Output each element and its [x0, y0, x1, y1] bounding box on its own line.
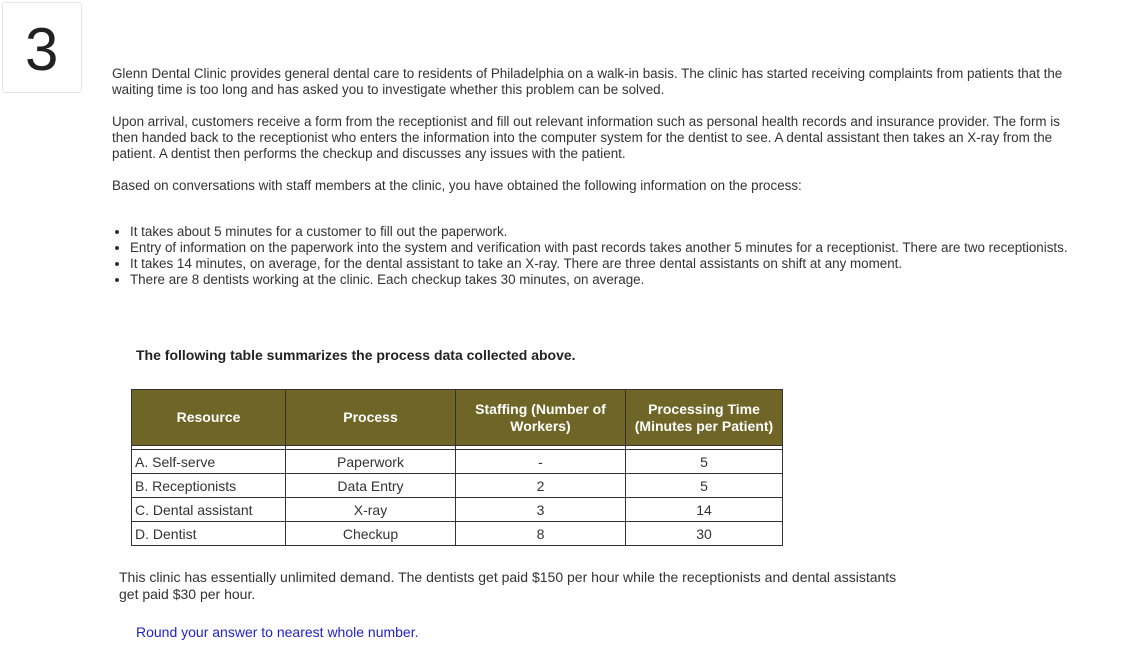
question-number-box: [2, 2, 82, 93]
intro-paragraph: Glenn Dental Clinic provides general dental care to residents of Philadelphia on a walk-in basis. The clinic has started receiving complaints from patients that the waiting time is too long and has asked you to investigate whether this problem can be solved.: [112, 66, 1063, 97]
cell-time: 5: [626, 450, 783, 474]
process-info-list: [112, 224, 1072, 288]
table-row: [132, 474, 783, 498]
list-item: • Entry of information on the paperwork into the system and verification with past records takes another 5 minutes for a receptionist. There are two receptionists.: [130, 240, 1072, 256]
header-staffing: Staffing (Number of Workers): [456, 390, 626, 446]
header-resource: Resource: [132, 390, 286, 446]
question-number: 3: [25, 16, 59, 83]
header-processing-time: Processing Time (Minutes per Patient): [626, 390, 783, 446]
list-item: • There are 8 dentists working at the clinic. Each checkup takes 30 minutes, on average.: [130, 272, 1072, 288]
arrival-paragraph: Upon arrival, customers receive a form from the receptionist and fill out relevant information such as personal health records and insurance provider. The form is then handed back to the receptionist who enters the information into the computer system for the dentist to see. A dental assistant then takes an X-ray from the patient. A dentist then performs the checkup and discusses any issues with the patient.: [112, 114, 1060, 161]
cell-resource: A. Self-serve: [132, 450, 286, 474]
cell-staffing: 2: [456, 474, 626, 498]
table-title: The following table summarizes the process data collected above.: [136, 347, 576, 363]
cell-process: X-ray: [286, 498, 456, 522]
table-row: [132, 522, 783, 546]
cell-resource: C. Dental assistant: [132, 498, 286, 522]
cell-time: 5: [626, 474, 783, 498]
closing-paragraph: This clinic has essentially unlimited demand. The dentists get paid $150 per hour while the receptionists and dental assistants get paid $30 per hour.: [119, 569, 897, 602]
list-item: • It takes about 5 minutes for a customer to fill out the paperwork.: [130, 224, 1072, 240]
cell-staffing: -: [456, 450, 626, 474]
based-on-paragraph: Based on conversations with staff members at the clinic, you have obtained the following information on the process:: [112, 178, 802, 193]
table-row: [132, 450, 783, 474]
list-item: • It takes 14 minutes, on average, for the dental assistant to take an X-ray. There are three dental assistants on shift at any moment.: [130, 256, 1072, 272]
cell-staffing: 3: [456, 498, 626, 522]
cell-process: Checkup: [286, 522, 456, 546]
cell-process: Data Entry: [286, 474, 456, 498]
cell-time: 30: [626, 522, 783, 546]
table-row: [132, 498, 783, 522]
cell-resource: D. Dentist: [132, 522, 286, 546]
cell-resource: B. Receptionists: [132, 474, 286, 498]
question-body: [112, 66, 1072, 288]
process-table: [131, 389, 783, 546]
header-process: Process: [286, 390, 456, 446]
rounding-instruction: Round your answer to nearest whole number.: [136, 624, 419, 640]
cell-time: 14: [626, 498, 783, 522]
cell-process: Paperwork: [286, 450, 456, 474]
cell-staffing: 8: [456, 522, 626, 546]
